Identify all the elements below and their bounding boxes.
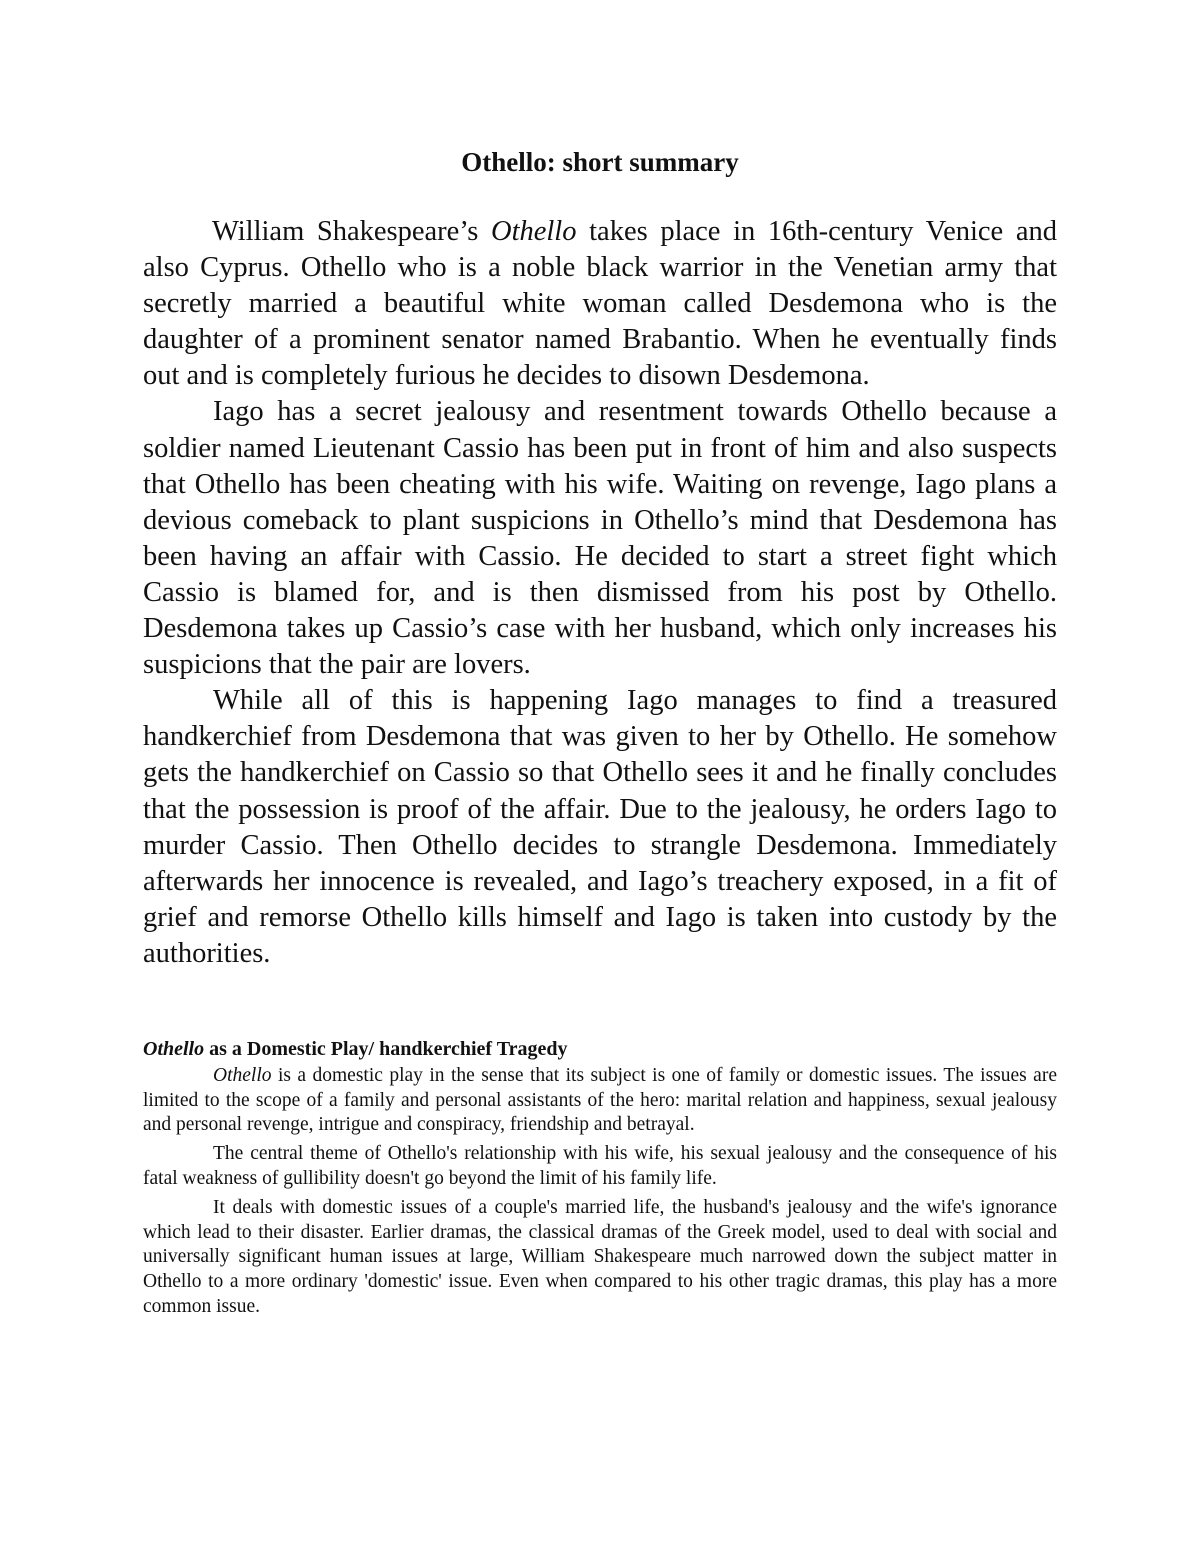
section-heading-italic: Othello <box>143 1038 205 1060</box>
summary-p1-rest: takes place in 16th-century Venice and also Cyprus. Othello who is a noble black warrior in the Venetian army that secretly married a beautiful white woman called Desdemona who is the daughter of a prominent senator named Brabantio. When he eventually finds out and is completely furious he decides to disown Desdemona. <box>143 216 1057 392</box>
summary-paragraph-2: Iago has a secret jealousy and resentment towards Othello because a soldier named Lieutenant Cassio has been put in front of him and also suspects that Othello has been cheating with his wife. Waiting on revenge, Iago plans a devious comeback to plant suspicions in Othello’s mind that Desdemona has been having an affair with Cassio. He decided to start a street fight which Cassio is blamed for, and is then dismissed from his post by Othello. Desdemona takes up Cassio’s case with her husband, which only increases his suspicions that the pair are lovers. <box>143 396 1057 681</box>
page-title: Othello: short summary <box>461 147 739 177</box>
summary-p1-prefix: William Shakespeare’s <box>212 216 491 247</box>
summary-body <box>143 214 1057 972</box>
summary-paragraph-3: While all of this is happening Iago manages to find a treasured handkerchief from Desdemona that was given to her by Othello. He somehow gets the handkerchief on Cassio so that Othello sees it and he finally concludes that the possession is proof of the affair. Due to the jealousy, he orders Iago to murder Cassio. Then Othello decides to strangle Desdemona. Immediately afterwards her innocence is revealed, and Iago’s treachery exposed, in a fit of grief and remorse Othello kills himself and Iago is taken into custody by the authorities. <box>143 685 1057 969</box>
section-paragraph-2: The central theme of Othello's relationship with his wife, his sexual jealousy and the consequence of his fatal weakness of gullibility doesn't go beyond the limit of his family life. <box>143 1143 1057 1189</box>
summary-p1-italic: Othello <box>490 216 577 247</box>
section-p1-italic: Othello <box>213 1064 272 1086</box>
section-paragraph-3: It deals with domestic issues of a couple's married life, the husband's jealousy and the wife's ignorance which lead to their disaster. Earlier dramas, the classical dramas of the Greek model, used to deal with social and universally significant human issues at large, William Shakespeare much narrowed down the subject matter in Othello to a more ordinary 'domestic' issue. Even when compared to his other tragic dramas, this play has a more common issue. <box>143 1196 1057 1317</box>
section-heading <box>143 1037 1057 1062</box>
section-paragraph-1 <box>143 1064 1057 1138</box>
domestic-play-section <box>143 1037 1057 1320</box>
summary-paragraph-1 <box>143 214 1057 394</box>
section-heading-rest: as a Domestic Play/ handkerchief Tragedy <box>204 1038 568 1060</box>
section-p1-rest: is a domestic play in the sense that its subject is one of family or domestic issues. The issues are limited to the scope of a family and personal assistants of the hero: marital relation and happiness, sexual jealousy and personal revenge, intrigue and conspiracy, friendship and betrayal. <box>143 1064 1057 1136</box>
